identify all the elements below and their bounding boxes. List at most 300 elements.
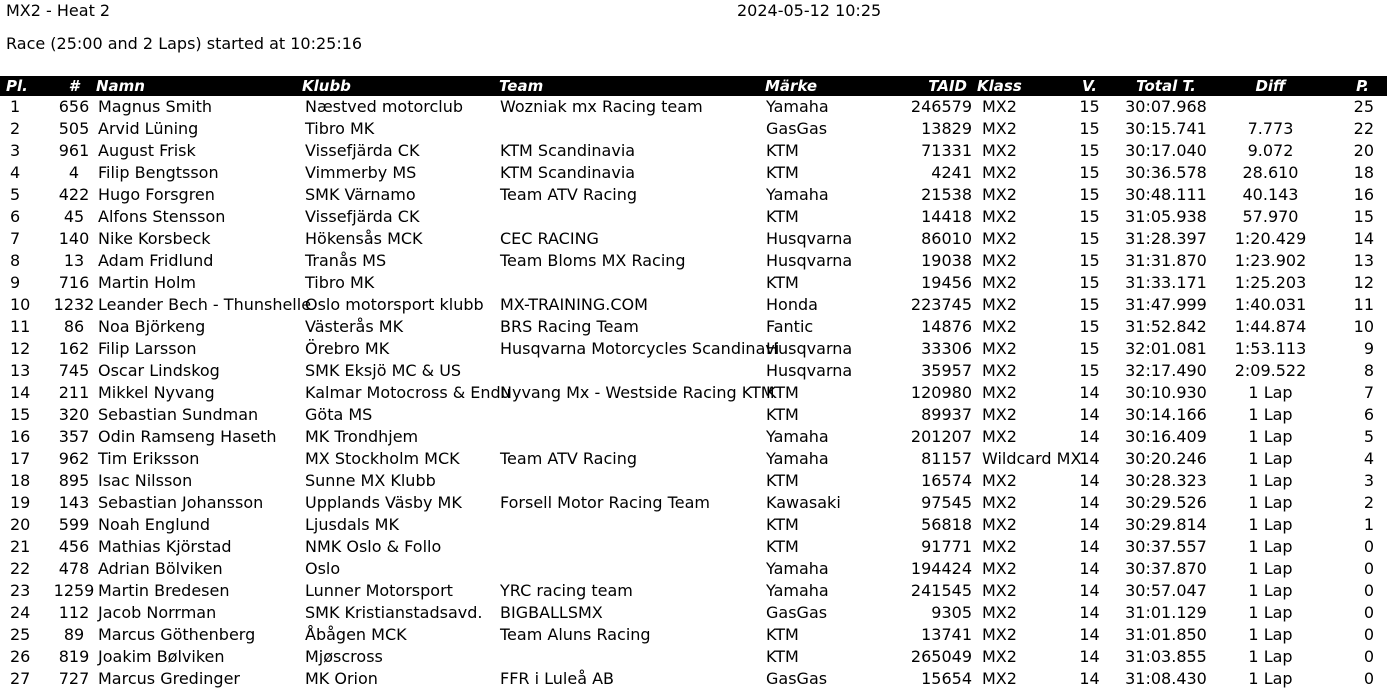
rider-name-cell: Sebastian Sundman: [98, 405, 259, 424]
class-cell: MX2: [982, 273, 1017, 292]
column-header-team: Team: [499, 77, 544, 95]
table-row: [0, 250, 1387, 272]
table-row: [0, 96, 1387, 118]
laps-cell: 14: [1079, 427, 1100, 446]
team-cell: [499, 646, 765, 668]
total-time-cell: 30:37.870: [1125, 559, 1207, 578]
position-cell: 26: [10, 647, 31, 666]
class-cell: MX2: [982, 405, 1017, 424]
diff-cell: 1:53.113: [1234, 339, 1307, 358]
points-cell: 6: [1363, 405, 1374, 424]
class-cell: MX2: [982, 207, 1017, 226]
points-cell: 25: [1353, 97, 1374, 116]
number-cell: 505: [58, 119, 90, 138]
taid-cell: 13829: [921, 119, 972, 138]
rider-name-cell: Joakim Bølviken: [98, 647, 225, 666]
laps-cell: 15: [1079, 317, 1100, 336]
column-header-laps: V.: [1082, 77, 1097, 95]
laps-cell: 14: [1079, 405, 1100, 424]
points-cell: 3: [1363, 471, 1374, 490]
table-row: [0, 360, 1387, 382]
taid-cell: 33306: [921, 339, 972, 358]
laps-cell: 15: [1079, 97, 1100, 116]
points-cell: 1: [1363, 515, 1374, 534]
rider-name-cell: Marcus Göthenberg: [98, 625, 256, 644]
class-cell: MX2: [982, 97, 1017, 116]
brand-cell: KTM: [766, 405, 799, 424]
points-cell: 0: [1363, 559, 1374, 578]
team-cell: YRC racing team: [500, 581, 633, 600]
team-cell: Team ATV Racing: [500, 449, 637, 468]
team-cell: BIGBALLSMX: [500, 603, 603, 622]
total-time-cell: 31:01.129: [1125, 603, 1207, 622]
table-row: [0, 426, 1387, 448]
laps-cell: 15: [1079, 119, 1100, 138]
class-cell: MX2: [982, 603, 1017, 622]
rider-name-cell: Adam Fridlund: [98, 251, 214, 270]
position-cell: 11: [10, 317, 31, 336]
table-row: [0, 470, 1387, 492]
results-table: [0, 76, 1387, 690]
class-cell: MX2: [982, 427, 1017, 446]
club-cell: MK Trondhjem: [305, 427, 419, 446]
diff-cell: [1217, 96, 1324, 118]
number-cell: 599: [58, 515, 90, 534]
brand-cell: GasGas: [766, 603, 828, 622]
club-cell: SMK Värnamo: [305, 185, 416, 204]
diff-cell: 7.773: [1247, 119, 1294, 138]
diff-cell: 1 Lap: [1248, 449, 1293, 468]
diff-cell: 1 Lap: [1248, 471, 1293, 490]
total-time-cell: 31:08.430: [1125, 669, 1207, 688]
taid-cell: 120980: [910, 383, 972, 402]
number-cell: 961: [58, 141, 90, 160]
total-time-cell: 31:05.938: [1125, 207, 1207, 226]
club-cell: Lunner Motorsport: [305, 581, 453, 600]
taid-cell: 9305: [931, 603, 972, 622]
points-cell: 7: [1363, 383, 1374, 402]
position-cell: 1: [10, 97, 21, 116]
laps-cell: 14: [1079, 581, 1100, 600]
team-cell: Forsell Motor Racing Team: [500, 493, 710, 512]
table-row: [0, 338, 1387, 360]
number-cell: 357: [58, 427, 90, 446]
rider-name-cell: Filip Larsson: [98, 339, 197, 358]
points-cell: 4: [1363, 449, 1374, 468]
diff-cell: 1 Lap: [1248, 493, 1293, 512]
total-time-cell: 31:28.397: [1125, 229, 1207, 248]
total-time-cell: 31:47.999: [1125, 295, 1207, 314]
number-cell: 211: [58, 383, 90, 402]
club-cell: Västerås MK: [305, 317, 404, 336]
total-time-cell: 32:17.490: [1125, 361, 1207, 380]
brand-cell: Yamaha: [766, 559, 829, 578]
total-time-cell: 32:01.081: [1125, 339, 1207, 358]
club-cell: Mjøscross: [305, 647, 383, 666]
points-cell: 0: [1363, 537, 1374, 556]
points-cell: 18: [1353, 163, 1374, 182]
rider-name-cell: Noa Björkeng: [98, 317, 206, 336]
brand-cell: KTM: [766, 515, 799, 534]
taid-cell: 14418: [921, 207, 972, 226]
diff-cell: 1:40.031: [1234, 295, 1307, 314]
taid-cell: 19038: [921, 251, 972, 270]
position-cell: 13: [10, 361, 31, 380]
class-cell: MX2: [982, 163, 1017, 182]
team-cell: [499, 470, 765, 492]
club-cell: Vimmerby MS: [305, 163, 417, 182]
rider-name-cell: Arvid Lüning: [98, 119, 199, 138]
class-cell: MX2: [982, 251, 1017, 270]
position-cell: 18: [10, 471, 31, 490]
number-cell: 478: [58, 559, 90, 578]
class-cell: MX2: [982, 229, 1017, 248]
laps-cell: 15: [1079, 185, 1100, 204]
number-cell: 320: [58, 405, 90, 424]
class-cell: MX2: [982, 537, 1017, 556]
diff-cell: 1 Lap: [1248, 515, 1293, 534]
table-row: [0, 646, 1387, 668]
rider-name-cell: Oscar Lindskog: [98, 361, 220, 380]
number-cell: 45: [63, 207, 85, 226]
rider-name-cell: Leander Bech - Thunshelle: [98, 295, 312, 314]
diff-cell: 1 Lap: [1248, 537, 1293, 556]
brand-cell: Husqvarna: [766, 361, 853, 380]
total-time-cell: 31:01.850: [1125, 625, 1207, 644]
table-row: [0, 184, 1387, 206]
number-cell: 112: [58, 603, 90, 622]
position-cell: 25: [10, 625, 31, 644]
class-cell: MX2: [982, 185, 1017, 204]
brand-cell: Yamaha: [766, 449, 829, 468]
total-time-cell: 30:14.166: [1125, 405, 1207, 424]
club-cell: Örebro MK: [305, 339, 390, 358]
laps-cell: 15: [1079, 251, 1100, 270]
total-time-cell: 30:28.323: [1125, 471, 1207, 490]
brand-cell: GasGas: [766, 119, 828, 138]
rider-name-cell: Mathias Kjörstad: [98, 537, 232, 556]
rider-name-cell: Hugo Forsgren: [98, 185, 215, 204]
position-cell: 4: [10, 163, 21, 182]
column-header-number: #: [68, 77, 80, 95]
total-time-cell: 31:03.855: [1125, 647, 1207, 666]
diff-cell: 1 Lap: [1248, 383, 1293, 402]
points-cell: 2: [1363, 493, 1374, 512]
class-cell: MX2: [982, 669, 1017, 688]
column-header-brand: Märke: [765, 77, 818, 95]
team-cell: Nyvang Mx - Westside Racing KTM: [500, 383, 775, 402]
laps-cell: 14: [1079, 537, 1100, 556]
number-cell: 1259: [53, 581, 95, 600]
points-cell: 8: [1363, 361, 1374, 380]
diff-cell: 1 Lap: [1248, 559, 1293, 578]
brand-cell: KTM: [766, 163, 799, 182]
laps-cell: 14: [1079, 383, 1100, 402]
laps-cell: 14: [1079, 625, 1100, 644]
diff-cell: 1 Lap: [1248, 669, 1293, 688]
rider-name-cell: Nike Korsbeck: [98, 229, 211, 248]
diff-cell: 2:09.522: [1234, 361, 1307, 380]
table-row: [0, 162, 1387, 184]
rider-name-cell: Alfons Stensson: [98, 207, 226, 226]
total-time-cell: 31:33.171: [1125, 273, 1207, 292]
table-row: [0, 118, 1387, 140]
taid-cell: 35957: [921, 361, 972, 380]
diff-cell: 1:23.902: [1234, 251, 1307, 270]
position-cell: 20: [10, 515, 31, 534]
table-row: [0, 294, 1387, 316]
club-cell: Hökensås MCK: [305, 229, 423, 248]
points-cell: 0: [1363, 581, 1374, 600]
position-cell: 5: [10, 185, 21, 204]
total-time-cell: 30:48.111: [1125, 185, 1207, 204]
class-cell: MX2: [982, 295, 1017, 314]
total-time-cell: 30:16.409: [1125, 427, 1207, 446]
laps-cell: 15: [1079, 207, 1100, 226]
table-row: [0, 602, 1387, 624]
club-cell: Göta MS: [305, 405, 373, 424]
table-row: [0, 580, 1387, 602]
taid-cell: 194424: [910, 559, 972, 578]
taid-cell: 71331: [921, 141, 972, 160]
brand-cell: Fantic: [766, 317, 814, 336]
diff-cell: 1 Lap: [1248, 581, 1293, 600]
brand-cell: KTM: [766, 141, 799, 160]
club-cell: Tibro MK: [305, 273, 375, 292]
total-time-cell: 30:36.578: [1125, 163, 1207, 182]
rider-name-cell: Martin Holm: [98, 273, 196, 292]
diff-cell: 1 Lap: [1248, 647, 1293, 666]
club-cell: NMK Oslo & Follo: [305, 537, 442, 556]
rider-name-cell: Magnus Smith: [98, 97, 213, 116]
column-header-class: Klass: [977, 77, 1022, 95]
results-table-body: [0, 96, 1387, 690]
table-row: [0, 668, 1387, 690]
club-cell: SMK Kristianstadsavd.: [305, 603, 483, 622]
total-time-cell: 30:29.526: [1125, 493, 1207, 512]
diff-cell: 9.072: [1247, 141, 1294, 160]
points-cell: 13: [1353, 251, 1374, 270]
position-cell: 10: [10, 295, 31, 314]
table-row: [0, 382, 1387, 404]
diff-cell: 1:44.874: [1234, 317, 1307, 336]
brand-cell: KTM: [766, 471, 799, 490]
position-cell: 12: [10, 339, 31, 358]
team-cell: KTM Scandinavia: [500, 141, 636, 160]
points-cell: 15: [1353, 207, 1374, 226]
diff-cell: 1:20.429: [1234, 229, 1307, 248]
team-cell: BRS Racing Team: [500, 317, 639, 336]
points-cell: 0: [1363, 625, 1374, 644]
column-header-points: P.: [1356, 77, 1369, 95]
brand-cell: Yamaha: [766, 427, 829, 446]
club-cell: Ljusdals MK: [305, 515, 399, 534]
taid-cell: 21538: [921, 185, 972, 204]
team-cell: [499, 206, 765, 228]
position-cell: 14: [10, 383, 31, 402]
taid-cell: 81157: [921, 449, 972, 468]
position-cell: 3: [10, 141, 21, 160]
position-cell: 16: [10, 427, 31, 446]
taid-cell: 89937: [921, 405, 972, 424]
rider-name-cell: Sebastian Johansson: [98, 493, 264, 512]
column-header-position: Pl.: [6, 77, 28, 95]
header-row: [0, 76, 1387, 96]
number-cell: 962: [58, 449, 90, 468]
diff-cell: 1 Lap: [1248, 427, 1293, 446]
number-cell: 716: [58, 273, 90, 292]
laps-cell: 15: [1079, 163, 1100, 182]
class-cell: Wildcard MX: [982, 449, 1082, 468]
position-cell: 15: [10, 405, 31, 424]
race-info: Race (25:00 and 2 Laps) started at 10:25:16: [6, 34, 363, 53]
taid-cell: 91771: [921, 537, 972, 556]
club-cell: Vissefjärda CK: [305, 141, 420, 160]
laps-cell: 15: [1079, 229, 1100, 248]
laps-cell: 14: [1079, 559, 1100, 578]
number-cell: 162: [58, 339, 90, 358]
column-header-club: Klubb: [302, 77, 351, 95]
laps-cell: 14: [1079, 471, 1100, 490]
team-cell: Team Bloms MX Racing: [500, 251, 686, 270]
team-cell: KTM Scandinavia: [500, 163, 636, 182]
class-cell: MX2: [982, 647, 1017, 666]
laps-cell: 15: [1079, 361, 1100, 380]
taid-cell: 246579: [910, 97, 972, 116]
position-cell: 8: [10, 251, 21, 270]
team-cell: CEC RACING: [500, 229, 599, 248]
table-row: [0, 558, 1387, 580]
points-cell: 14: [1353, 229, 1374, 248]
total-time-cell: 30:07.968: [1125, 97, 1207, 116]
points-cell: 22: [1353, 119, 1374, 138]
points-cell: 20: [1353, 141, 1374, 160]
points-cell: 16: [1353, 185, 1374, 204]
taid-cell: 13741: [921, 625, 972, 644]
team-cell: [499, 514, 765, 536]
taid-cell: 16574: [921, 471, 972, 490]
table-row: [0, 206, 1387, 228]
table-row: [0, 536, 1387, 558]
position-cell: 9: [10, 273, 21, 292]
diff-cell: 1:25.203: [1234, 273, 1307, 292]
brand-cell: Husqvarna: [766, 339, 853, 358]
table-row: [0, 228, 1387, 250]
team-cell: Husqvarna Motorcycles Scandinavi: [500, 339, 780, 358]
position-cell: 2: [10, 119, 21, 138]
column-header-diff: Diff: [1255, 77, 1286, 95]
number-cell: 143: [58, 493, 90, 512]
column-header-taid: TAID: [928, 77, 967, 95]
points-cell: 10: [1353, 317, 1374, 336]
number-cell: 456: [58, 537, 90, 556]
club-cell: Tranås MS: [305, 251, 387, 270]
total-time-cell: 30:15.741: [1125, 119, 1207, 138]
rider-name-cell: Odin Ramseng Haseth: [98, 427, 277, 446]
diff-cell: 40.143: [1242, 185, 1299, 204]
laps-cell: 14: [1079, 493, 1100, 512]
points-cell: 0: [1363, 669, 1374, 688]
brand-cell: KTM: [766, 383, 799, 402]
rider-name-cell: Noah Englund: [98, 515, 211, 534]
club-cell: Vissefjärda CK: [305, 207, 420, 226]
laps-cell: 14: [1079, 449, 1100, 468]
number-cell: 13: [63, 251, 85, 270]
position-cell: 22: [10, 559, 31, 578]
class-cell: MX2: [982, 317, 1017, 336]
class-cell: MX2: [982, 625, 1017, 644]
table-row: [0, 448, 1387, 470]
number-cell: 422: [58, 185, 90, 204]
diff-cell: 1 Lap: [1248, 625, 1293, 644]
rider-name-cell: Martin Bredesen: [98, 581, 230, 600]
brand-cell: Yamaha: [766, 185, 829, 204]
team-cell: FFR i Luleå AB: [500, 669, 615, 688]
team-cell: [499, 558, 765, 580]
diff-cell: 1 Lap: [1248, 405, 1293, 424]
table-row: [0, 492, 1387, 514]
table-row: [0, 140, 1387, 162]
laps-cell: 15: [1079, 273, 1100, 292]
rider-name-cell: Mikkel Nyvang: [98, 383, 215, 402]
number-cell: 895: [58, 471, 90, 490]
club-cell: Kalmar Motocross & Endu: [305, 383, 511, 402]
club-cell: Oslo motorsport klubb: [305, 295, 484, 314]
brand-cell: Husqvarna: [766, 251, 853, 270]
club-cell: SMK Eksjö MC & US: [305, 361, 462, 380]
number-cell: 89: [63, 625, 85, 644]
laps-cell: 15: [1079, 141, 1100, 160]
brand-cell: KTM: [766, 647, 799, 666]
class-cell: MX2: [982, 581, 1017, 600]
total-time-cell: 31:52.842: [1125, 317, 1207, 336]
table-row: [0, 404, 1387, 426]
team-cell: Team Aluns Racing: [500, 625, 651, 644]
rider-name-cell: August Frisk: [98, 141, 196, 160]
club-cell: Upplands Väsby MK: [305, 493, 462, 512]
position-cell: 23: [10, 581, 31, 600]
club-cell: Sunne MX Klubb: [305, 471, 436, 490]
taid-cell: 19456: [921, 273, 972, 292]
class-cell: MX2: [982, 119, 1017, 138]
event-datetime: 2024-05-12 10:25: [737, 1, 882, 20]
rider-name-cell: Isac Nilsson: [98, 471, 193, 490]
table-row: [0, 272, 1387, 294]
number-cell: 86: [63, 317, 85, 336]
team-cell: [499, 272, 765, 294]
team-cell: MX-TRAINING.COM: [500, 295, 648, 314]
club-cell: MX Stockholm MCK: [305, 449, 460, 468]
brand-cell: Honda: [766, 295, 818, 314]
total-time-cell: 30:10.930: [1125, 383, 1207, 402]
number-cell: 1232: [53, 295, 95, 314]
brand-cell: Yamaha: [766, 97, 829, 116]
taid-cell: 223745: [910, 295, 972, 314]
team-cell: [499, 404, 765, 426]
brand-cell: Kawasaki: [766, 493, 841, 512]
position-cell: 21: [10, 537, 31, 556]
brand-cell: KTM: [766, 273, 799, 292]
rider-name-cell: Tim Eriksson: [98, 449, 200, 468]
position-cell: 24: [10, 603, 31, 622]
class-cell: MX2: [982, 339, 1017, 358]
club-cell: Oslo: [305, 559, 341, 578]
number-cell: 4: [68, 163, 80, 182]
rider-name-cell: Adrian Bölviken: [98, 559, 223, 578]
position-cell: 19: [10, 493, 31, 512]
class-cell: MX2: [982, 493, 1017, 512]
total-time-cell: 31:31.870: [1125, 251, 1207, 270]
